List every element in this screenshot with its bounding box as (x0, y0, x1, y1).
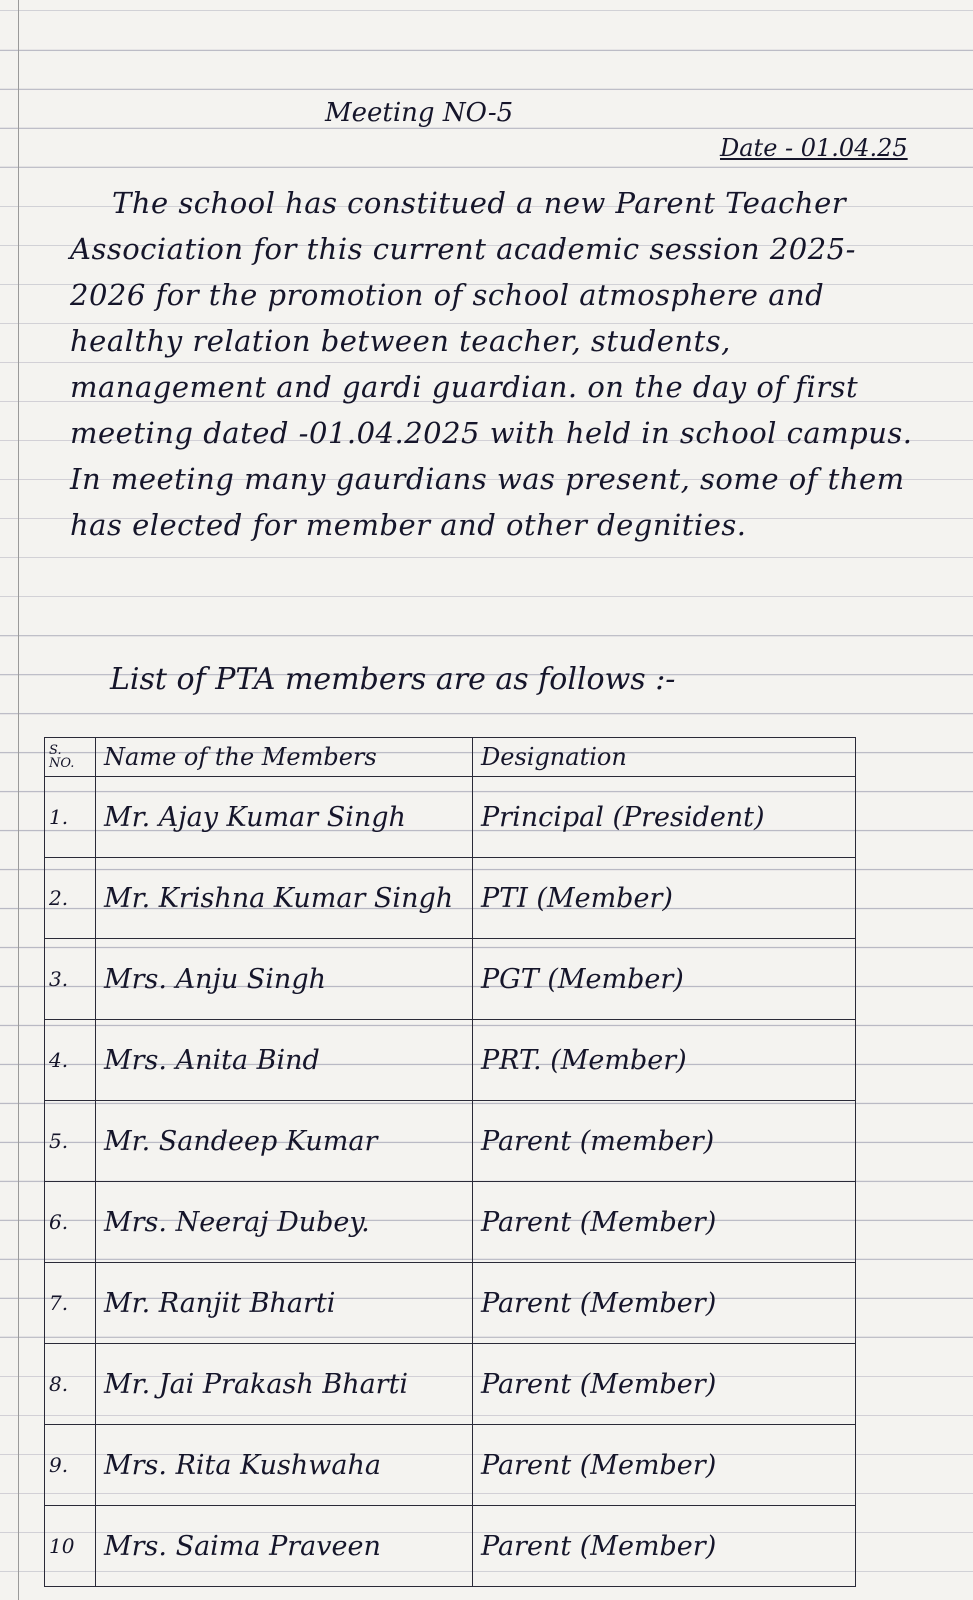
table-row (45, 1263, 856, 1344)
table-row (45, 939, 856, 1020)
column-header-sno: S. NO. (45, 738, 96, 777)
table-header-row (45, 738, 856, 777)
member-sno: 4. (45, 1020, 96, 1101)
members-table (44, 737, 856, 1587)
meeting-paragraph: The school has constitued a new Parent Teacher Association for this current academic session 2025-2026 for the promotion of school atmosphere and healthy relation between teacher, students, management and gardi guardian. on the day of first meeting dated -01.04.2025 with held in school campus. In meeting many gaurdians was present, some of them has elected for member and other degnities. (70, 186, 913, 542)
member-name: Mrs. Rita Kushwaha (96, 1425, 473, 1506)
column-header-designation: Designation (473, 738, 856, 777)
member-sno: 7. (45, 1263, 96, 1344)
member-designation: Parent (Member) (473, 1182, 856, 1263)
table-row (45, 1506, 856, 1587)
member-name: Mrs. Neeraj Dubey. (96, 1182, 473, 1263)
table-row (45, 1020, 856, 1101)
member-name: Mr. Sandeep Kumar (96, 1101, 473, 1182)
page-margin-line (18, 0, 19, 1600)
member-name: Mrs. Anju Singh (96, 939, 473, 1020)
member-sno: 1. (45, 777, 96, 858)
member-designation: Parent (Member) (473, 1344, 856, 1425)
table-row (45, 1425, 856, 1506)
member-designation: PRT. (Member) (473, 1020, 856, 1101)
meeting-date: Date - 01.04.25 (720, 134, 908, 162)
member-name: Mr. Ajay Kumar Singh (96, 777, 473, 858)
member-designation: Parent (member) (473, 1101, 856, 1182)
member-designation: Parent (Member) (473, 1506, 856, 1587)
column-header-name: Name of the Members (96, 738, 473, 777)
table-row (45, 777, 856, 858)
member-sno: 8. (45, 1344, 96, 1425)
members-table-body (45, 777, 856, 1587)
table-row (45, 1182, 856, 1263)
member-name: Mr. Jai Prakash Bharti (96, 1344, 473, 1425)
member-name: Mrs. Saima Praveen (96, 1506, 473, 1587)
meeting-title: Meeting NO-5 (325, 98, 514, 128)
member-sno: 5. (45, 1101, 96, 1182)
member-sno: 3. (45, 939, 96, 1020)
member-name: Mr. Krishna Kumar Singh (96, 858, 473, 939)
member-sno: 9. (45, 1425, 96, 1506)
member-designation: Parent (Member) (473, 1263, 856, 1344)
member-name: Mr. Ranjit Bharti (96, 1263, 473, 1344)
member-designation: PGT (Member) (473, 939, 856, 1020)
table-row (45, 858, 856, 939)
member-designation: Parent (Member) (473, 1425, 856, 1506)
member-designation: Principal (President) (473, 777, 856, 858)
member-name: Mrs. Anita Bind (96, 1020, 473, 1101)
member-sno: 2. (45, 858, 96, 939)
table-row (45, 1101, 856, 1182)
member-sno: 10 (45, 1506, 96, 1587)
member-designation: PTI (Member) (473, 858, 856, 939)
table-row (45, 1344, 856, 1425)
member-sno: 6. (45, 1182, 96, 1263)
list-heading: List of PTA members are as follows :- (110, 662, 676, 697)
